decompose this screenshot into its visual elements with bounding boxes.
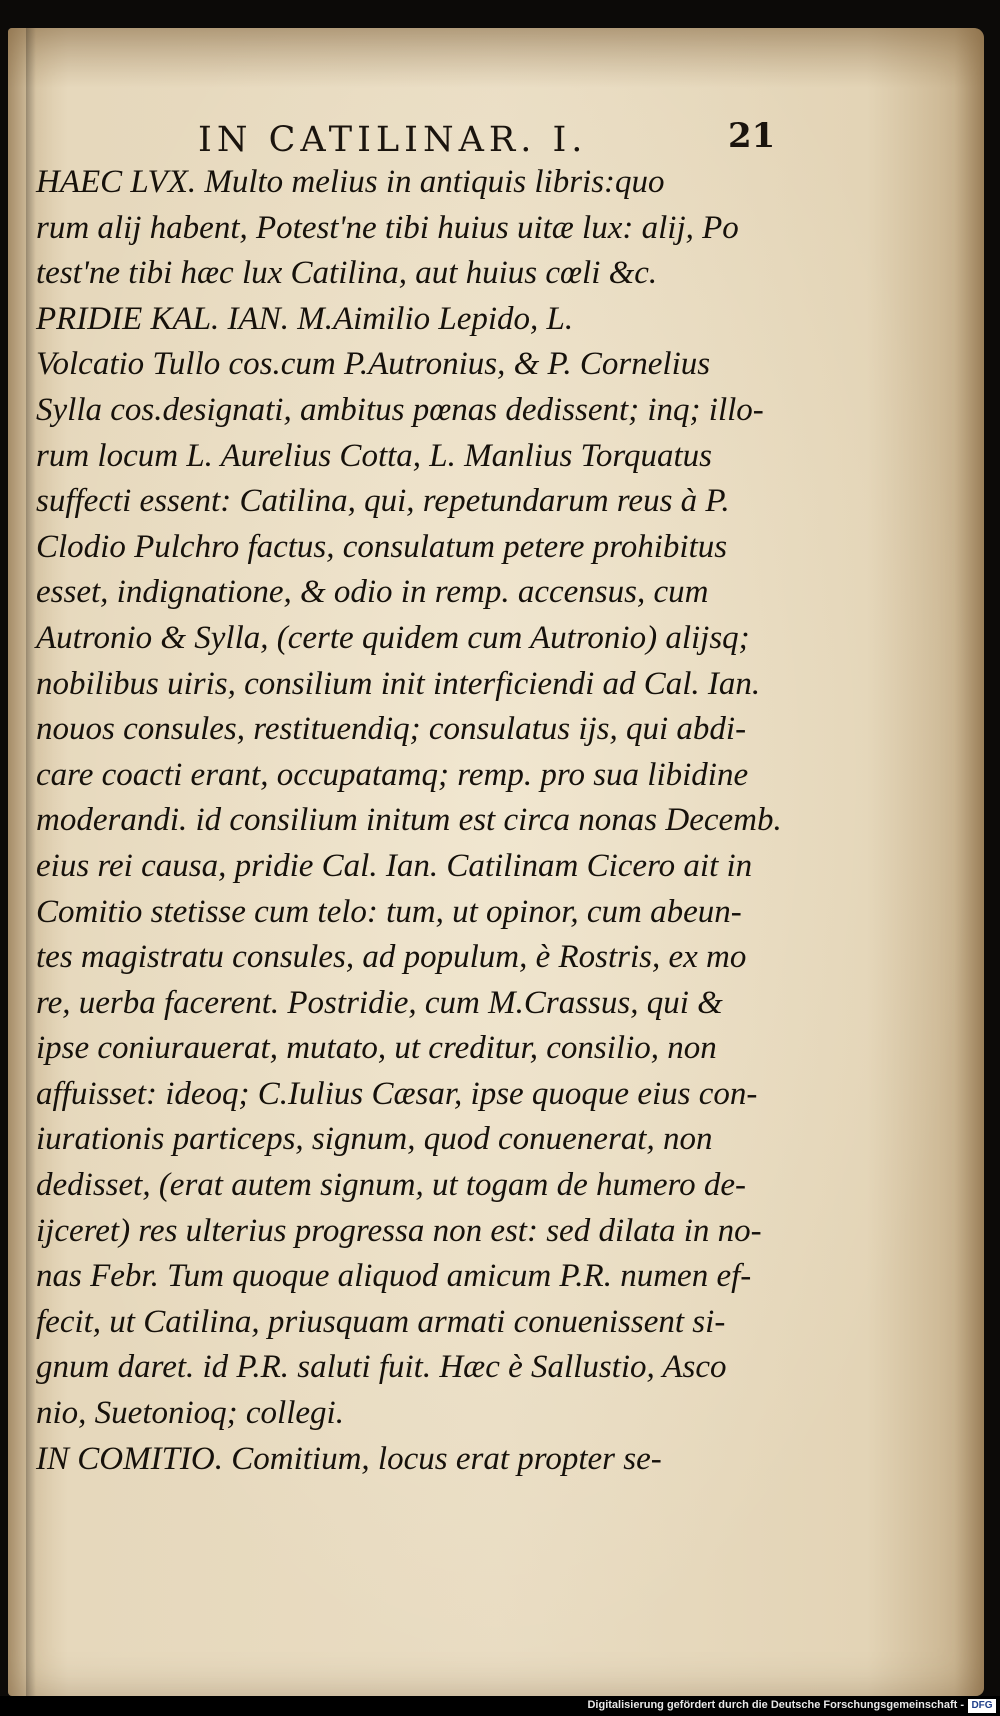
text-line: eius rei causa, pridie Cal. Ian. Catilinam Cicero ait in	[36, 847, 753, 884]
text-line: Clodio Pulchro factus, consulatum petere prohibitus	[36, 528, 728, 565]
funding-credit: Digitalisierung gefördert durch die Deutsche Forschungsgemeinschaft -	[587, 1699, 964, 1711]
text-line: rum locum L. Aurelius Cotta, L. Manlius Torquatus	[36, 437, 713, 474]
book-page	[8, 28, 984, 1696]
text-line: suffecti essent: Catilina, qui, repetundarum reus à P.	[36, 483, 730, 520]
text-line: test'ne tibi hæc lux Catilina, aut huius cœli &c.	[36, 255, 658, 292]
page-number: 21	[728, 116, 776, 156]
text-line: nobilibus uiris, consilium init interficiendi ad Cal. Ian.	[36, 665, 761, 702]
text-line: care coacti erant, occupatamq; remp. pro sua libidine	[36, 756, 749, 793]
text-line: moderandi. id consilium initum est circa nonas Decemb.	[36, 802, 782, 839]
text-line: fecit, ut Catilina, priusquam armati conuenissent si-	[36, 1303, 726, 1340]
text-line: nio, Suetonioq; collegi.	[36, 1395, 344, 1432]
text-line: re, uerba facerent. Postridie, cum M.Crassus, qui &	[36, 984, 723, 1021]
text-line: rum alij habent, Potest'ne tibi huius uitæ lux: alij, Po	[36, 209, 739, 246]
text-line: HAEC LVX. Multo melius in antiquis libris:quo	[36, 164, 665, 200]
text-line: PRIDIE KAL. IAN. M.Aimilio Lepido, L.	[36, 300, 574, 337]
text-line: Autronio & Sylla, (certe quidem cum Autronio) alijsq;	[36, 619, 750, 656]
text-line: Sylla cos.designati, ambitus pœnas dedissent; inq; illo-	[36, 391, 764, 428]
text-line: tes magistratu consules, ad populum, è Rostris, ex mo	[36, 939, 747, 976]
text-line: iurationis particeps, signum, quod conuenerat, non	[36, 1121, 713, 1158]
text-line: nouos consules, restituendiq; consulatus ijs, qui abdi-	[36, 711, 747, 748]
text-line: IN COMITIO. Comitium, locus erat propter se-	[36, 1440, 662, 1477]
text-line: ijceret) res ulterius progressa non est: sed dilata in no-	[36, 1212, 762, 1249]
text-line: nas Febr. Tum quoque aliquod amicum P.R. numen ef-	[36, 1258, 752, 1295]
text-line: esset, indignatione, & odio in remp. accensus, cum	[36, 574, 709, 611]
text-line: dedisset, (erat autem signum, ut togam de humero de-	[36, 1167, 746, 1204]
text-line: gnum daret. id P.R. saluti fuit. Hæc è Sallustio, Asco	[36, 1349, 727, 1386]
text-line: affuisset: ideoq; C.Iulius Cæsar, ipse quoque eius con-	[36, 1075, 758, 1112]
text-line: ipse coniurauerat, mutato, ut creditur, consilio, non	[36, 1030, 717, 1067]
text-line: Volcatio Tullo cos.cum P.Autronius, & P. Cornelius	[36, 346, 711, 383]
running-head: IN CATILINAR. I.	[198, 120, 588, 160]
text-line: Comitio stetisse cum telo: tum, ut opinor, cum abeun-	[36, 893, 742, 930]
commentary-text	[36, 160, 836, 1482]
dfg-logo: DFG	[968, 1699, 996, 1713]
